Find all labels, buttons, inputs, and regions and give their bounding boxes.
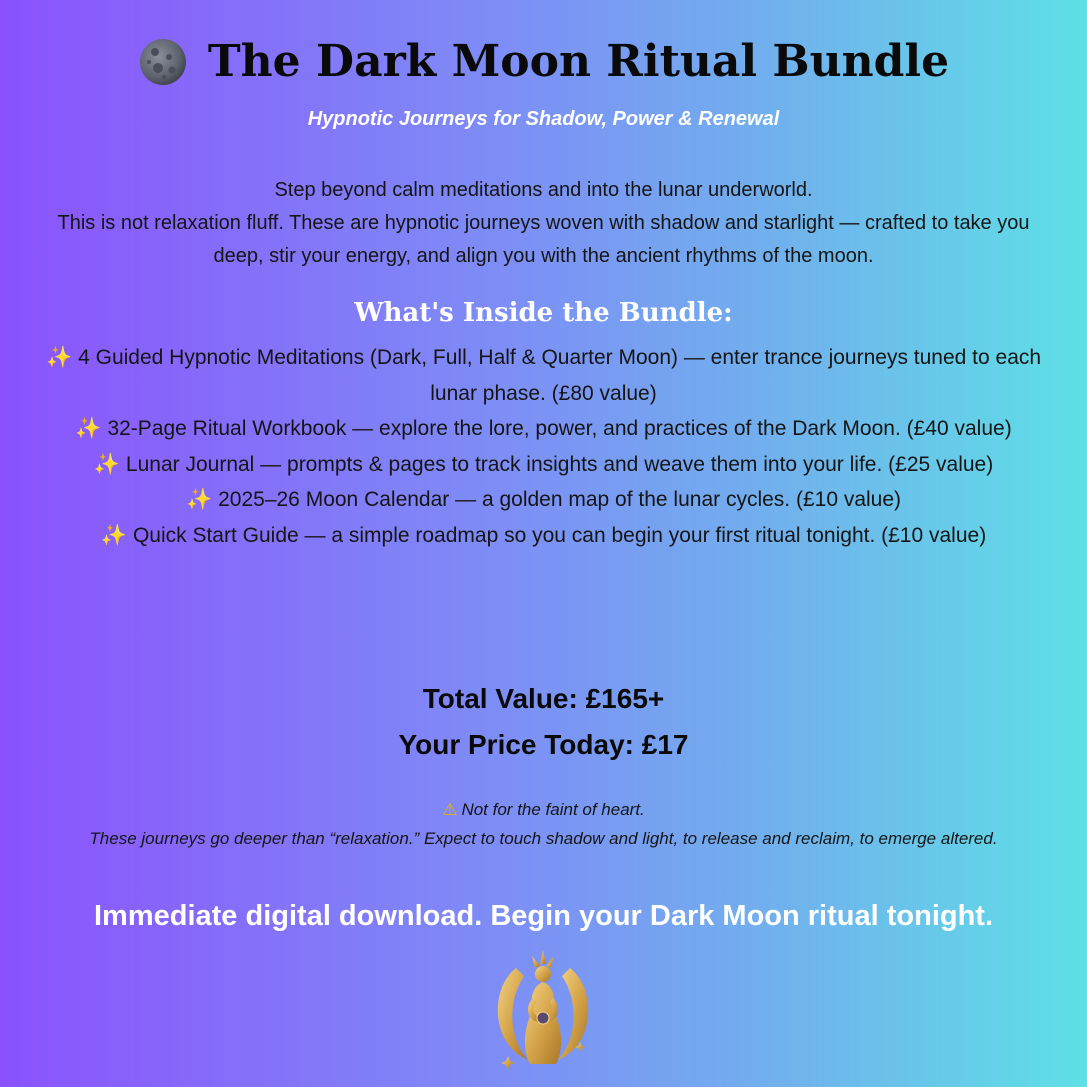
your-price: Your Price Today: £17 — [398, 729, 689, 760]
warning-headline: Not for the faint of heart. — [461, 800, 645, 819]
list-item-text: Lunar Journal — prompts & pages to track insights and weave them into your life. (£25 value) — [125, 452, 994, 476]
list-item-text: 4 Guided Hypnotic Meditations (Dark, Full, Half & Quarter Moon) — enter trance journeys tuned to each lunar phase. (£80 value) — [78, 346, 1042, 405]
inside-heading: What's Inside the Bundle: — [354, 298, 733, 328]
list-item — [45, 518, 1042, 554]
warning-block — [60, 795, 1027, 853]
dark-moon-icon — [138, 37, 188, 87]
moon-goddess-logo-icon — [488, 948, 598, 1072]
list-item — [45, 482, 1042, 518]
total-value: Total Value: £165+ — [422, 683, 665, 714]
warning-body: These journeys go deeper than “relaxation.” Expect to touch shadow and light, to release and reclaim, to emerge altered. — [89, 829, 998, 848]
pricing-block — [0, 676, 1087, 768]
list-item-text: 2025–26 Moon Calendar — a golden map of the lunar cycles. (£10 value) — [218, 488, 902, 511]
list-item-text: Quick Start Guide — a simple roadmap so you can begin your first ritual tonight. (£10 value) — [132, 523, 987, 547]
sparkles-icon: ✨ — [45, 346, 73, 369]
sparkles-icon: ✨ — [185, 488, 213, 511]
sparkles-icon: ✨ — [93, 452, 120, 476]
bundle-items-list — [45, 340, 1042, 553]
intro-line: This is not relaxation fluff. These are hypnotic journeys woven with shadow and starlight — crafted to take you deep, stir your energy, and align you with the ancient rhythms of the moon. — [57, 212, 1030, 267]
warning-headline-row — [60, 795, 1027, 824]
sparkles-icon: ✨ — [75, 417, 102, 440]
list-item — [45, 411, 1042, 447]
intro-text — [50, 174, 1037, 273]
list-item-text: 32-Page Ritual Workbook — explore the lore, power, and practices of the Dark Moon. (£40 value) — [107, 417, 1012, 440]
cta-text: Immediate digital download. Begin your Dark Moon ritual tonight. — [93, 900, 994, 932]
page-title: The Dark Moon Ritual Bundle — [207, 36, 950, 87]
list-item — [45, 447, 1042, 483]
list-item — [45, 340, 1042, 411]
title-row — [0, 36, 1087, 87]
intro-line: Step beyond calm meditations and into the lunar underworld. — [274, 179, 813, 201]
page-subtitle: Hypnotic Journeys for Shadow, Power & Renewal — [307, 108, 780, 130]
warning-icon: ⚠ — [442, 800, 458, 819]
sparkles-icon: ✨ — [100, 523, 127, 547]
